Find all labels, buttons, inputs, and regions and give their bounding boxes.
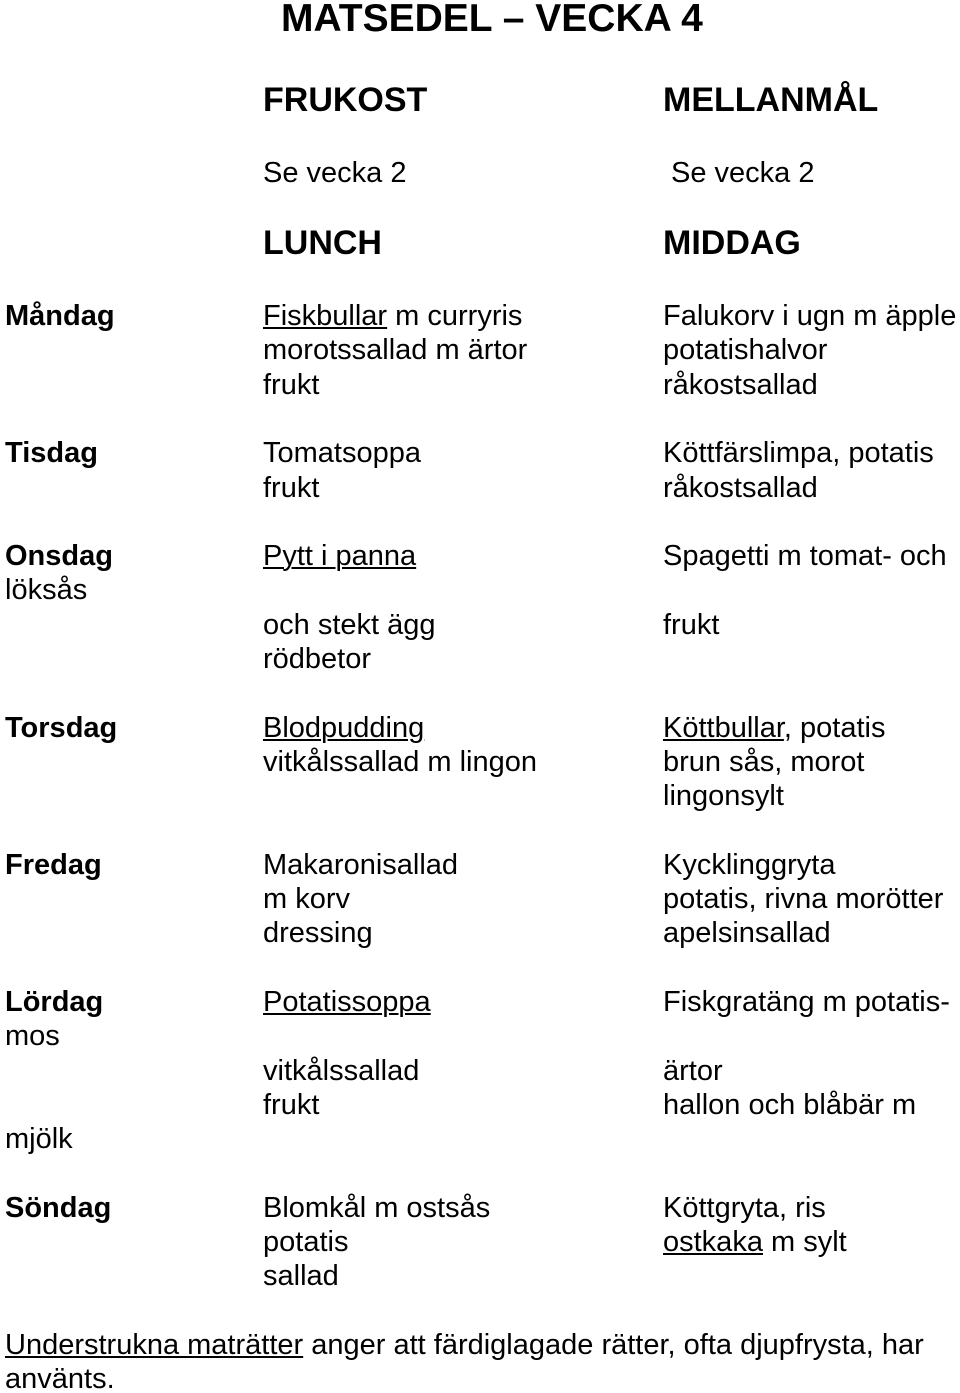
dish-text: , potatis — [783, 711, 886, 744]
page-title: MATSEDEL – VECKA 4 — [281, 0, 703, 40]
mellanmal-heading: MELLANMÅL — [663, 81, 879, 119]
middag-line — [663, 1225, 847, 1259]
middag-line: apelsinsallad — [663, 917, 831, 950]
middag-line: Kycklinggryta — [663, 848, 836, 881]
lunch-line: frukt — [263, 1088, 320, 1121]
day-label-mandag: Måndag — [5, 300, 115, 332]
day-label-lordag: Lördag — [5, 986, 104, 1018]
left-column-continuation: mos — [5, 1020, 60, 1053]
footer-note-continuation: använts. — [5, 1363, 115, 1393]
lunch-line: rödbetor — [263, 643, 372, 675]
frukost-note: Se vecka 2 — [263, 157, 407, 189]
left-column-continuation: mjölk — [5, 1123, 73, 1156]
lunch-line — [263, 985, 431, 1019]
middag-heading: MIDDAG — [663, 224, 801, 262]
lunch-line: Makaronisallad — [263, 848, 459, 881]
footer-note — [5, 1329, 924, 1361]
underlined-dish: ostkaka — [663, 1226, 763, 1259]
middag-line: Köttgryta, ris — [663, 1191, 826, 1224]
middag-line: frukt — [663, 608, 720, 641]
middag-line: ärtor — [663, 1054, 723, 1087]
lunch-line: dressing — [263, 917, 373, 950]
middag-line: Fiskgratäng m potatis- — [663, 986, 950, 1018]
lunch-line: frukt — [263, 368, 320, 401]
middag-line: Spagetti m tomat- och — [663, 540, 947, 573]
middag-line: lingonsylt — [663, 780, 784, 813]
underlined-dish: Fiskbullar — [263, 300, 388, 332]
middag-line: Falukorv i ugn m äpple — [663, 300, 957, 332]
mellanmal-note: Se vecka 2 — [671, 157, 815, 189]
lunch-line — [263, 539, 416, 573]
underlined-dish: Blodpudding — [263, 711, 425, 744]
middag-line: potatis, rivna morötter — [663, 883, 944, 916]
day-label-sondag: Söndag — [5, 1191, 112, 1224]
middag-line — [663, 711, 885, 745]
day-label-tisdag: Tisdag — [5, 437, 98, 470]
lunch-line: och stekt ägg — [263, 608, 436, 641]
left-column-continuation: löksås — [5, 574, 88, 607]
lunch-heading: LUNCH — [263, 224, 382, 262]
underlined-dish: Pytt i panna — [263, 540, 417, 573]
lunch-line: frukt — [263, 471, 320, 504]
day-label-torsdag: Torsdag — [5, 711, 118, 744]
middag-line: Köttfärslimpa, potatis — [663, 437, 934, 470]
lunch-line: vitkålssallad m lingon — [263, 745, 538, 778]
footer-underlined-text: Understrukna maträtter — [5, 1329, 304, 1361]
underlined-dish: Potatissoppa — [263, 986, 431, 1018]
lunch-line: m korv — [263, 883, 350, 916]
lunch-line: potatis — [263, 1226, 349, 1259]
dish-text: m curryris — [395, 300, 523, 332]
day-label-fredag: Fredag — [5, 848, 102, 881]
footer-text: anger att färdiglagade rätter, ofta djupfrysta, har — [311, 1329, 924, 1361]
lunch-line — [263, 711, 424, 745]
middag-line: potatishalvor — [663, 334, 828, 367]
lunch-line: morotssallad m ärtor — [263, 334, 528, 367]
frukost-heading: FRUKOST — [263, 81, 428, 119]
underlined-dish: Köttbullar — [663, 711, 784, 744]
lunch-line — [263, 299, 522, 333]
lunch-line: Blomkål m ostsås — [263, 1191, 491, 1224]
middag-line: råkostsallad — [663, 368, 818, 401]
lunch-line: vitkålssallad — [263, 1054, 420, 1087]
middag-line: råkostsallad — [663, 471, 818, 504]
middag-line: hallon och blåbär m — [663, 1088, 917, 1121]
dish-text: m sylt — [771, 1226, 847, 1259]
middag-line: brun sås, morot — [663, 745, 865, 778]
lunch-line: sallad — [263, 1260, 339, 1293]
lunch-line: Tomatsoppa — [263, 437, 421, 470]
day-label-onsdag: Onsdag — [5, 540, 113, 573]
